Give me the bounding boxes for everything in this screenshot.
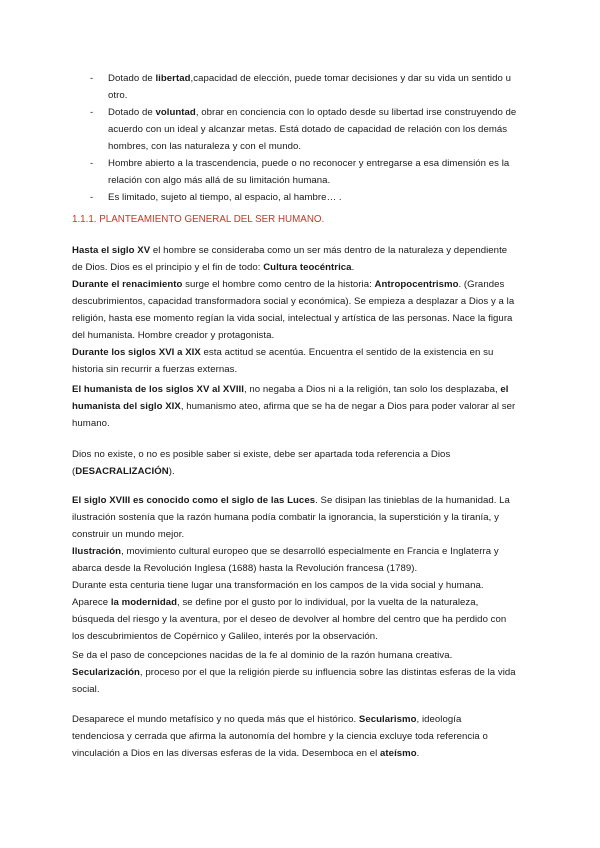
text-line xyxy=(72,711,532,728)
text-line xyxy=(72,628,532,645)
text-run: . (Grandes xyxy=(458,279,505,290)
text-line xyxy=(72,745,532,762)
paragraph xyxy=(72,711,532,762)
paragraph xyxy=(72,242,532,378)
bullet-dash: - xyxy=(90,192,94,203)
text-run: . Se disipan las tinieblas de la humanidad. La xyxy=(315,495,510,506)
text-run: humano. xyxy=(72,418,110,429)
text-line xyxy=(72,728,532,745)
text-line xyxy=(72,415,532,432)
bold-text: Durante los siglos XVI a XIX xyxy=(72,347,201,358)
text-run: , movimiento cultural europeo que se desarrolló especialmente en Francia e Inglaterra y xyxy=(121,546,499,557)
bold-text: el xyxy=(500,384,509,395)
text-run: , se define por el gusto por lo individual, por la vuelta de la naturaleza, xyxy=(177,597,479,608)
text-line xyxy=(72,310,532,327)
text-line xyxy=(72,577,532,594)
text-run: , ideología xyxy=(416,714,462,725)
bold-text: humanista del siglo XIX xyxy=(72,401,181,412)
paragraph xyxy=(72,647,532,698)
text-line xyxy=(72,398,532,415)
bullet-list xyxy=(90,70,530,206)
text-run: . xyxy=(351,262,355,273)
paragraph xyxy=(72,446,532,480)
text-run: vinculación a Dios en las diversas esferas de la vida. Desemboca en el xyxy=(72,748,381,759)
text-run: Desaparece el mundo metafísico y no queda más que el histórico. xyxy=(72,714,359,725)
bullet-item: - Hombre abierto a la trascendencia, puede o no reconocer y entregarse a esa dimensión es la relación con algo más allá de su limitación humana. xyxy=(90,155,530,189)
bold-text: Durante el renacimiento xyxy=(72,279,183,290)
bold-text: ateísmo xyxy=(380,748,417,759)
text-line xyxy=(72,560,532,577)
text-run: Dios no existe, o no es posible saber si existe, debe ser apartada toda referencia a Dios xyxy=(72,449,451,460)
text-run: ). xyxy=(168,466,175,477)
text-line xyxy=(72,543,532,560)
text-run: Durante esta centuria tiene lugar una transformación en los campos de la vida social y humana. xyxy=(72,580,484,591)
bold-text: la modernidad xyxy=(110,597,178,608)
text-run: , proceso por el que la religión pierde su influencia sobre las distintas esferas de la vida xyxy=(139,667,516,678)
text-run: ilustración sostenía que la razón humana podía combatir la ignorancia, la superstición y la tiranía, y xyxy=(72,512,499,523)
text-run: del humanista. Hombre creador y protagonista. xyxy=(72,330,275,341)
text-run: Aparece xyxy=(72,597,111,608)
bold-text: Ilustración xyxy=(72,546,122,557)
text-run: religión, hasta ese momento regían la vida social, intelectual y artística de las personas. Nace la figura xyxy=(72,313,513,324)
text-line xyxy=(72,647,532,664)
text-line xyxy=(72,463,532,480)
text-run: de Dios. Dios es el principio y el fin de todo: xyxy=(72,262,264,273)
text-run: . xyxy=(416,748,420,759)
text-line xyxy=(72,361,532,378)
text-line xyxy=(72,259,532,276)
text-line xyxy=(72,276,532,293)
text-line xyxy=(72,446,532,463)
bullet-dash: - xyxy=(90,73,94,84)
text-run: surge el hombre como centro de la historia: xyxy=(182,279,375,290)
text-line xyxy=(72,509,532,526)
paragraph xyxy=(72,492,532,645)
bold-text: Cultura teocéntrica xyxy=(263,262,352,273)
section-heading: 1.1.1. PLANTEAMIENTO GENERAL DEL SER HUMANO. xyxy=(72,214,325,225)
text-run: , no negaba a Dios ni a la religión, tan solo los desplazaba, xyxy=(243,384,501,395)
text-line xyxy=(72,293,532,310)
bullet-dash: - xyxy=(90,107,94,118)
paragraph xyxy=(72,381,532,432)
text-line xyxy=(72,344,532,361)
text-line xyxy=(72,242,532,259)
bold-text: El siglo XVIII es conocido como el siglo de las Luces xyxy=(72,495,316,506)
text-line xyxy=(72,381,532,398)
bold-text: DESACRALIZACIÓN xyxy=(75,466,169,477)
text-line xyxy=(72,327,532,344)
text-run: abarca desde la Revolución Inglesa (1688) hasta la Revolución francesa (1789). xyxy=(72,563,418,574)
text-run: búsqueda del riesgo y la aventura, por el deseo de devolver al hombre del centro que ha perdido con xyxy=(72,614,507,625)
bullet-item: - Dotado de voluntad, obrar en conciencia con lo optado desde su libertad irse construyendo de acuerdo con un ideal y alcanzar metas. Está dotado de capacidad de relación con los demás hombres, con las naturaleza y con el mundo. xyxy=(90,104,530,155)
text-run: esta actitud se acentúa. Encuentra el sentido de la existencia en su xyxy=(200,347,494,358)
bullet-item: - Es limitado, sujeto al tiempo, al espacio, al hambre… . xyxy=(90,189,530,206)
text-line xyxy=(72,492,532,509)
bold-text: El humanista de los siglos XV al XVIII xyxy=(72,384,244,395)
text-run: historia sin recurrir a fuerzas externas. xyxy=(72,364,238,375)
text-line xyxy=(72,611,532,628)
text-run: descubrimientos, capacidad transformadora social y económica). Se empieza a desplazar a Dios y a la xyxy=(72,296,515,307)
bullet-dash: - xyxy=(90,158,94,169)
text-line xyxy=(72,681,532,698)
text-run: social. xyxy=(72,684,100,695)
text-line xyxy=(72,526,532,543)
text-run: construir un mundo mejor. xyxy=(72,529,185,540)
text-line xyxy=(72,664,532,681)
bullet-item: - Dotado de libertad,capacidad de elección, puede tomar decisiones y dar su vida un sentido u otro. xyxy=(90,70,530,104)
text-line xyxy=(72,594,532,611)
bold-text: Antropocentrismo xyxy=(374,279,459,290)
text-run: ( xyxy=(72,466,76,477)
text-run: Se da el paso de concepciones nacidas de la fe al dominio de la razón humana creativa. xyxy=(72,650,453,661)
bold-text: Secularismo xyxy=(358,714,417,725)
text-run: los descubrimientos de Copérnico y Galileo, interés por la observación. xyxy=(72,631,378,642)
text-run: , humanismo ateo, afirma que se ha de negar a Dios para poder valorar al ser xyxy=(180,401,516,412)
bold-text: Secularización xyxy=(72,667,140,678)
bold-text: Hasta el siglo XV xyxy=(72,245,151,256)
text-run: el hombre se consideraba como un ser más dentro de la naturaleza y dependiente xyxy=(150,245,508,256)
text-run: tendenciosa y cerrada que afirma la autonomía del hombre y la ciencia excluye toda referencia o xyxy=(72,731,488,742)
